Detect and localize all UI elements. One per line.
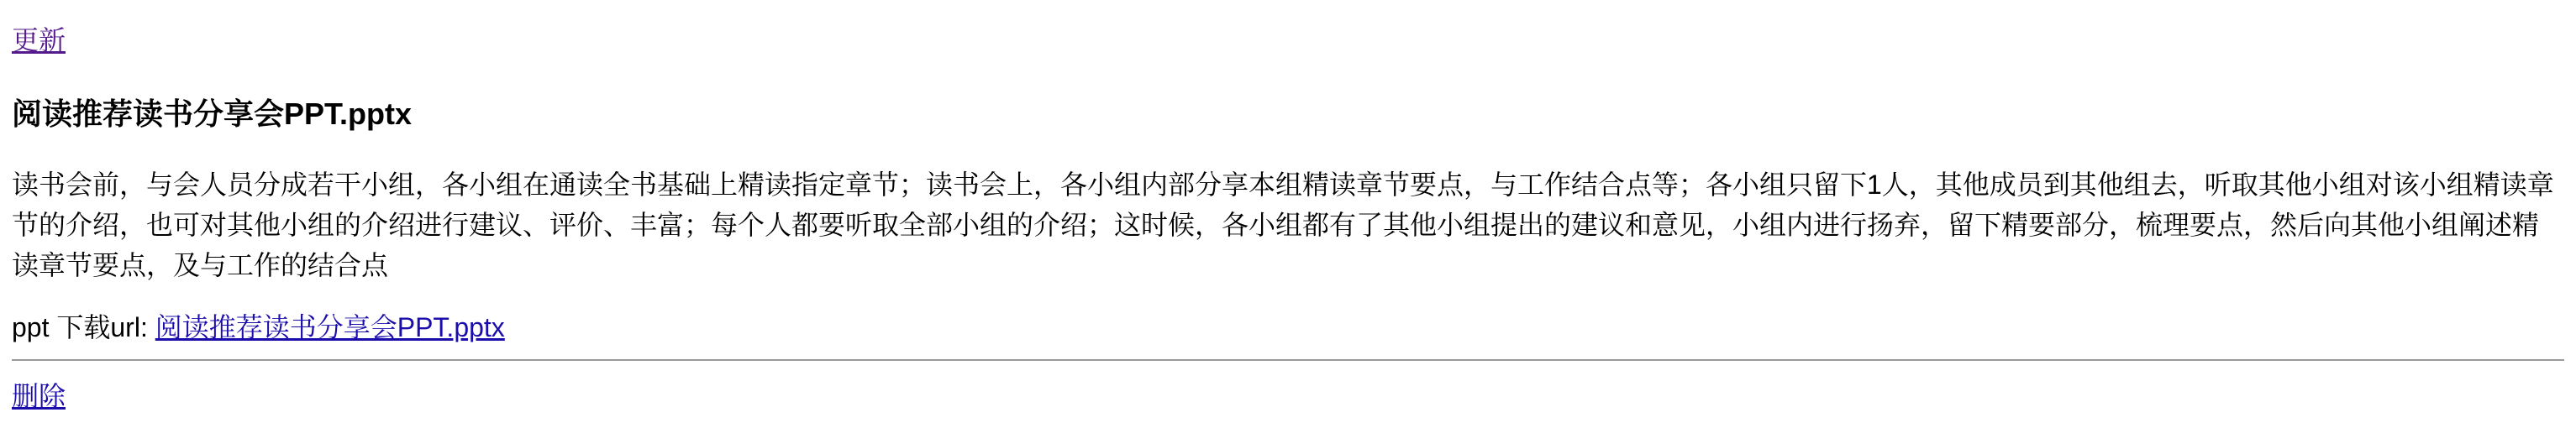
document-title: 阅读推荐读书分享会PPT.pptx [12, 97, 413, 131]
delete-link[interactable]: 删除 [12, 381, 66, 411]
download-row [12, 311, 505, 344]
download-label: ppt 下载url: [12, 312, 155, 342]
document-description: 读书会前，与会人员分成若干小组，各小组在通读全书基础上精读指定章节；读书会上，各小组内部分享本组精读章节要点，与工作结合点等；各小组只留下1人，其他成员到其他组去，听取其他小组对该小组精读章节的介绍，也可对其他小组的介绍进行建议、评价、丰富；每个人都要听取全部小组的介绍；这时候，各小组都有了其他小组提出的建议和意见，小组内进行扬弃，留下精要部分，梳理要点，然后向其他小组阐述精读章节要点，及与工作的结合点 [12, 170, 2554, 280]
download-link[interactable]: 阅读推荐读书分享会PPT.pptx [155, 312, 505, 342]
update-link[interactable]: 更新 [12, 25, 66, 55]
divider [12, 359, 2564, 361]
